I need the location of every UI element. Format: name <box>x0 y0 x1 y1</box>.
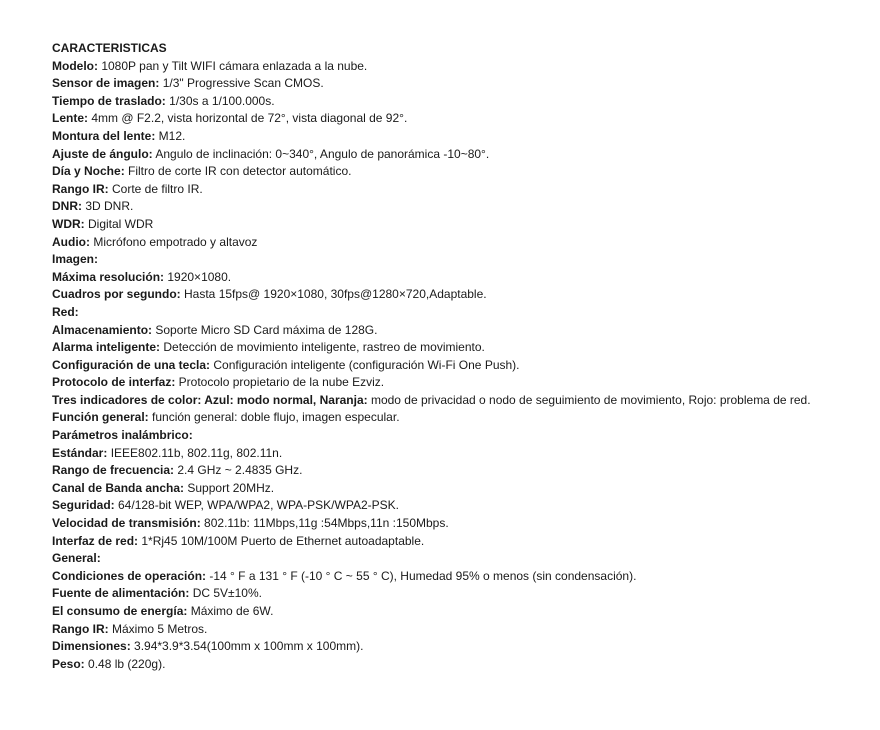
spec-value: M12. <box>155 128 186 143</box>
spec-value: Detección de movimiento inteligente, rastreo de movimiento. <box>160 340 485 355</box>
spec-label: Velocidad de transmisión: <box>52 516 201 531</box>
spec-value: 3D DNR. <box>82 199 134 214</box>
spec-value: IEEE802.11b, 802.11g, 802.11n. <box>107 445 283 460</box>
spec-value: 4mm @ F2.2, vista horizontal de 72°, vista diagonal de 92°. <box>88 111 408 126</box>
spec-value: modo de privacidad o nodo de seguimiento de movimiento, Rojo: problema de red. <box>367 392 811 407</box>
spec-label: Estándar: <box>52 445 108 460</box>
spec-value: DC 5V±10%. <box>189 586 262 601</box>
spec-value: Soporte Micro SD Card máxima de 128G. <box>152 322 378 337</box>
spec-row <box>52 93 842 111</box>
spec-label: Rango de frecuencia: <box>52 463 175 478</box>
spec-value: Corte de filtro IR. <box>108 181 203 196</box>
spec-row <box>52 58 842 76</box>
spec-row <box>52 515 842 533</box>
spec-row <box>52 550 842 568</box>
spec-row <box>52 128 842 146</box>
spec-label: Sensor de imagen: <box>52 76 160 91</box>
spec-row <box>52 146 842 164</box>
spec-label: Seguridad: <box>52 498 115 513</box>
spec-label: General: <box>52 551 101 566</box>
spec-value: 1920×1080. <box>164 269 232 284</box>
spec-row <box>52 181 842 199</box>
spec-row <box>52 621 842 639</box>
spec-label: Peso: <box>52 656 85 671</box>
spec-value: 1/30s a 1/100.000s. <box>165 93 275 108</box>
spec-value: Filtro de corte IR con detector automático. <box>124 164 352 179</box>
spec-row <box>52 656 842 674</box>
spec-label: Máxima resolución: <box>52 269 165 284</box>
spec-row <box>52 304 842 322</box>
spec-value: Support 20MHz. <box>184 480 275 495</box>
spec-value: función general: doble flujo, imagen especular. <box>148 410 400 425</box>
spec-label: DNR: <box>52 199 82 214</box>
spec-value: 1080P pan y Tilt WIFI cámara enlazada a la nube. <box>98 58 368 73</box>
spec-row <box>52 427 842 445</box>
spec-label: Fuente de alimentación: <box>52 586 190 601</box>
spec-sheet <box>52 40 842 673</box>
spec-label: Configuración de una tecla: <box>52 357 211 372</box>
spec-value: Máximo 5 Metros. <box>108 621 208 636</box>
spec-row <box>52 462 842 480</box>
spec-label: Interfaz de red: <box>52 533 139 548</box>
spec-row <box>52 110 842 128</box>
spec-label: Audio: <box>52 234 90 249</box>
spec-row <box>52 75 842 93</box>
spec-value: Protocolo propietario de la nube Ezviz. <box>175 375 385 390</box>
spec-value: Hasta 15fps@ 1920×1080, 30fps@1280×720,Adaptable. <box>180 287 487 302</box>
spec-row <box>52 322 842 340</box>
spec-label: Tres indicadores de color: Azul: modo normal, Naranja: <box>52 392 368 407</box>
spec-value: 1*Rj45 10M/100M Puerto de Ethernet autoadaptable. <box>138 533 425 548</box>
spec-row <box>52 374 842 392</box>
spec-label: Almacenamiento: <box>52 322 153 337</box>
spec-row <box>52 286 842 304</box>
spec-label: Canal de Banda ancha: <box>52 480 185 495</box>
spec-label: Parámetros inalámbrico: <box>52 428 193 443</box>
spec-label: Imagen: <box>52 252 99 267</box>
spec-label: Rango IR: <box>52 621 109 636</box>
spec-label: Modelo: <box>52 58 98 73</box>
spec-label: Rango IR: <box>52 181 109 196</box>
spec-row <box>52 480 842 498</box>
spec-row <box>52 216 842 234</box>
spec-value: Angulo de inclinación: 0~340°, Angulo de panorámica -10~80°. <box>152 146 490 161</box>
spec-value: Máximo de 6W. <box>187 604 274 618</box>
spec-label: Ajuste de ángulo: <box>52 146 153 161</box>
spec-label: Día y Noche: <box>52 164 125 179</box>
spec-row <box>52 357 842 375</box>
spec-row <box>52 568 842 586</box>
spec-row <box>52 198 842 216</box>
spec-row <box>52 163 842 181</box>
spec-value: Digital WDR <box>84 216 154 231</box>
spec-row <box>52 392 842 410</box>
spec-value: -14 ° F a 131 ° F (-10 ° C ~ 55 ° C), Humedad 95% o menos (sin condensación). <box>206 568 637 583</box>
spec-label: Montura del lente: <box>52 128 156 143</box>
spec-value: 1/3" Progressive Scan CMOS. <box>159 76 324 91</box>
spec-row <box>52 603 842 621</box>
spec-value: 802.11b: 11Mbps,11g :54Mbps,11n :150Mbps. <box>200 516 449 531</box>
spec-row <box>52 497 842 515</box>
spec-row <box>52 339 842 357</box>
spec-label: Protocolo de interfaz: <box>52 375 176 390</box>
spec-row <box>52 638 842 656</box>
spec-label: El consumo de energía: <box>52 604 188 618</box>
spec-label: Tiempo de traslado: <box>52 93 166 108</box>
spec-row <box>52 234 842 252</box>
spec-value: Configuración inteligente (configuración Wi-Fi One Push). <box>210 357 520 372</box>
spec-label: Red: <box>52 304 79 319</box>
spec-label: Cuadros por segundo: <box>52 287 181 302</box>
spec-row <box>52 445 842 463</box>
spec-value: 0.48 lb (220g). <box>84 656 166 671</box>
spec-row <box>52 269 842 287</box>
spec-value: 64/128-bit WEP, WPA/WPA2, WPA-PSK/WPA2-PSK. <box>114 498 399 513</box>
spec-label: Condiciones de operación: <box>52 568 207 583</box>
spec-row <box>52 585 842 603</box>
spec-label: Dimensiones: <box>52 639 131 654</box>
spec-value: Micrófono empotrado y altavoz <box>90 234 258 249</box>
spec-label: Lente: <box>52 111 88 126</box>
spec-rows <box>52 58 842 674</box>
spec-row <box>52 409 842 427</box>
spec-row <box>52 533 842 551</box>
spec-row <box>52 251 842 269</box>
spec-label: WDR: <box>52 216 85 231</box>
spec-value: 2.4 GHz ~ 2.4835 GHz. <box>174 463 303 478</box>
spec-title: CARACTERISTICAS <box>52 41 167 55</box>
spec-value: 3.94*3.9*3.54(100mm x 100mm x 100mm). <box>130 639 364 654</box>
spec-label: Función general: <box>52 410 149 425</box>
spec-label: Alarma inteligente: <box>52 340 161 355</box>
